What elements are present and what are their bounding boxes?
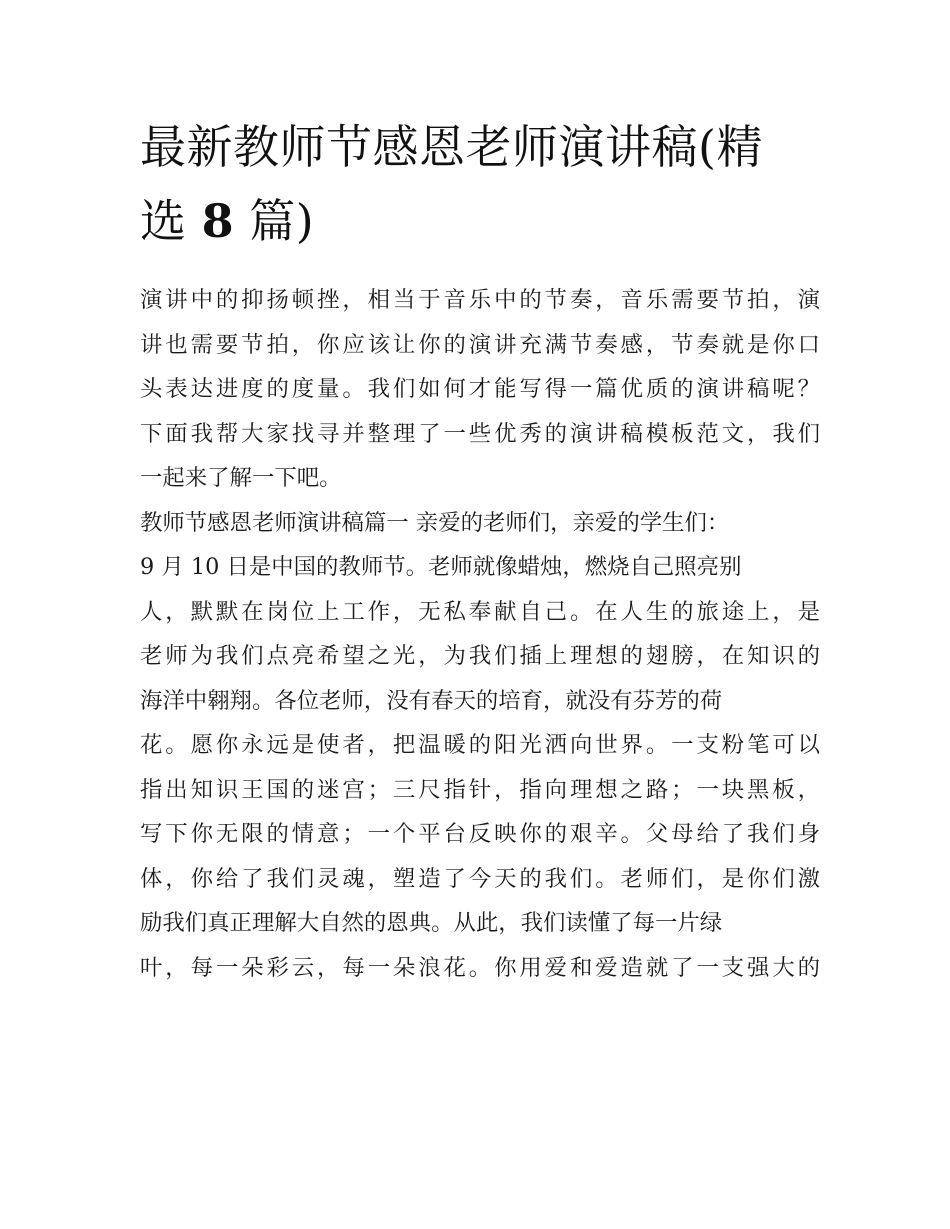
body-line: 讲也需要节拍，你应该让你的演讲充满节奏感，节奏就是你口 xyxy=(140,331,820,358)
title-line-1: 最新教师节感恩老师演讲稿(精 xyxy=(140,120,763,174)
body-line: 励我们真正理解大自然的恩典。从此，我们读懂了每一片绿 xyxy=(140,910,723,936)
body-line: 演讲中的抑扬顿挫，相当于音乐中的节奏，音乐需要节拍，演 xyxy=(140,287,820,313)
body-line: 下面我帮大家找寻并整理了一些优秀的演讲稿模板范文，我们 xyxy=(140,420,820,447)
document-title xyxy=(140,110,820,258)
body-line: 9 月 10 日是中国的教师节。老师就像蜡烛，燃烧自己照亮别 xyxy=(140,554,742,580)
body-line: 体，你给了我们灵魂，塑造了今天的我们。老师们，是你们激 xyxy=(140,865,820,892)
body-line: 老师为我们点亮希望之光，为我们插上理想的翅膀，在知识的 xyxy=(140,643,820,669)
body-line: 人，默默在岗位上工作，无私奉献自己。在人生的旅途上，是 xyxy=(140,598,820,625)
title-line-2-a: 选 xyxy=(140,194,187,248)
body-line: 花。愿你永远是使者，把温暖的阳光洒向世界。一支粉笔可以 xyxy=(140,732,820,758)
body-line: 指出知识王国的迷宫；三尺指针，指向理想之路；一块黑板， xyxy=(140,776,820,803)
document-body xyxy=(140,278,820,990)
body-line: 叶，每一朵彩云，每一朵浪花。你用爱和爱造就了一支强大的 xyxy=(140,954,820,981)
body-line: 海洋中翱翔。各位老师，没有春天的培育，就没有芬芳的荷 xyxy=(140,687,723,714)
body-line: 一起来了解一下吧。 xyxy=(140,465,342,491)
body-line: 写下你无限的情意；一个平台反映你的艰辛。父母给了我们身 xyxy=(140,821,820,847)
body-line: 教师节感恩老师演讲稿篇一 亲爱的老师们，亲爱的学生们： xyxy=(140,509,730,536)
body-line: 头表达进度的度量。我们如何才能写得一篇优质的演讲稿呢？ xyxy=(140,376,820,402)
title-line-2-c: 篇) xyxy=(249,194,315,248)
title-line-2-number: 8 xyxy=(201,194,235,248)
